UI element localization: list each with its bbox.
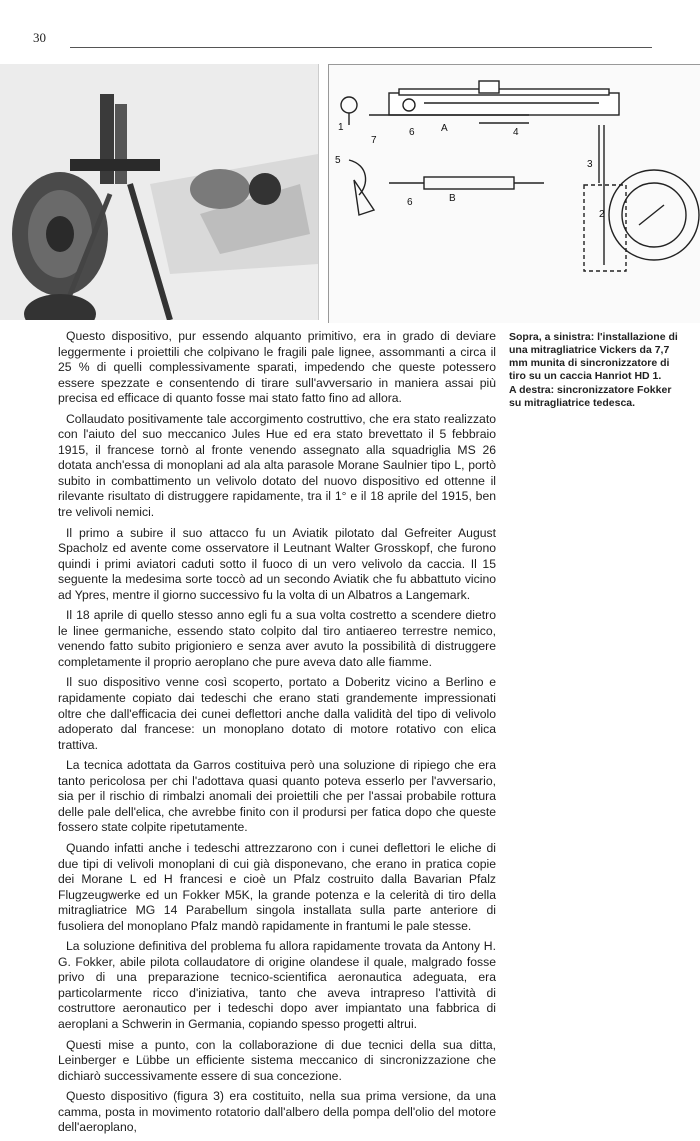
diagram-label: 3: [587, 159, 593, 170]
diagram-label: 4: [513, 127, 519, 138]
paragraph: Quando infatti anche i tedeschi attrezzarono con i cunei deflettori le eliche di due tipi di velivoli monoplani di cui già disponevano, che erano in pratica copie dei Morane L ed H francesi e cioè un Pfalz costruito dalla Bavarian Pfalz Flugzeugwerke ed un Fokker M5K, la grande potenza e la celerità di tiro della mitragliatrice MG 14 Parabellum singola installata sulla parte anteriore di fusoliera del monoplano Pfalz mandò rapidamente in frantumi le pale stesse.: [58, 840, 496, 933]
paragraph: Il primo a subire il suo attacco fu un Aviatik pilotato dal Gefreiter August Spacholz ed avente come osservatore il Leutnant Walter Grosskopf, che furono quindi i primi aviatori caduti sotto il fuoco di un vero velivolo da caccia. Il 15 seguente la medesima sorte toccò ad un secondo Aviatik che fu abbattuto vicino ad Ypres, mentre il giorno successivo fu la volta di un Albatros a Langemark.: [58, 525, 496, 602]
paragraph: Questi mise a punto, con la collaborazione di due tecnici della sua ditta, Leinberger e Lübbe un efficiente sistema meccanico di sincronizzazione che dichiarò successivamente essere di sua concezione.: [58, 1037, 496, 1083]
diagram-label: 6: [409, 127, 415, 138]
paragraph: Il 18 aprile di quello stesso anno egli fu a sua volta costretto a scendere dietro le linee germaniche, essendo stato colpito dal tiro antiaereo terrestre nemico, venendo fatto subito prigioniero e senza aver avuto la possibilità di distruggere completamente il proprio aeroplano che pure aveva dato alle fiamme.: [58, 608, 496, 669]
aircraft-engine-photo-icon: [0, 64, 318, 320]
aircraft-engine-photo: [0, 64, 319, 320]
diagram-label: 2: [599, 209, 605, 220]
article-body: [58, 329, 496, 1141]
paragraph: Questo dispositivo, pur essendo alquanto primitivo, era in grado di deviare leggermente i proiettili che colpivano le fragili pale lignee, assommanti a circa il 25 % di quelli complessivamente sparati, impedendo che queste potessero essere spezzate e consentendo di tirare sull'avversario in maniera assai più precisa ed efficace di quanto fosse mai stato fatto fino ad allora.: [58, 329, 496, 406]
paragraph: Questo dispositivo (figura 3) era costituito, nella sua prima versione, da una camma, posta in movimento rotatorio dall'albero della pompa dell'olio del motore dell'aeroplano,: [58, 1089, 496, 1135]
diagram-label: A: [441, 123, 448, 134]
caption-left: Sopra, a sinistra: l'installazione di una mitragliatrice Vickers da 7,7 mm munita di sincronizzatore di tiro su un caccia Hanriot HD 1.: [509, 331, 678, 382]
header-rule: [70, 47, 652, 48]
diagram-label: 7: [371, 135, 377, 146]
paragraph: La tecnica adottata da Garros costituiva però una soluzione di ripiego che era tanto pericolosa per chi l'adottava quasi quanto poteva esserlo per l'avversario, sia per il rischio di rimbalzi anomali dei proiettili che per l'assai probabile rottura delle pale dell'elica, che avrebbe finito con il prodursi per fatica dopo che queste fossero state colpite ripetutamente.: [58, 758, 496, 835]
caption-right: A destra: sincronizzatore Fokker su mitragliatrice tedesca.: [509, 384, 672, 409]
synchronizer-diagram: [328, 64, 700, 323]
synchronizer-diagram-icon: [329, 65, 700, 323]
paragraph: La soluzione definitiva del problema fu allora rapidamente trovata da Antony H. G. Fokker, abile pilota collaudatore di origine olandese il quale, malgrado fosse privo di una preparazione tecnico-scientifica aeronautica adeguata, era particolarmente ricco d'iniziativa, tanto che aveva intrapreso l'attività di costruttore aeronautico per i tedeschi dopo aver impiantato una fabbrica di aeroplani a Schwerin in Germania, copiando spesso progetti altrui.: [58, 939, 496, 1031]
diagram-label: 1: [338, 122, 344, 133]
page-number: 30: [33, 30, 46, 45]
paragraph: Collaudato positivamente tale accorgimento costruttivo, che era stato realizzato con l'aiuto del suo meccanico Jules Hue ed era stato brevettato il 5 febbraio 1915, il francese tornò al fronte venendo assegnato alla squadriglia MS 26 dotata anch'essa di monoplani ad ala alta parasole Morane Saulnier tipo L, portò subito in combattimento un velivolo dotato del nuovo dispositivo ed ottenne il rilevante risultato di distruggere rapidamente, tra il 1° e il 18 aprile del 1915, ben tre velivoli nemici.: [58, 411, 496, 520]
diagram-label: B: [449, 193, 456, 204]
diagram-label: 5: [335, 155, 341, 166]
paragraph: Il suo dispositivo venne così scoperto, portato a Doberitz vicino a Berlino e rapidamente copiato dai tedeschi che erano stati grandemente impressionati oltre che dall'efficacia dei cunei deflettori anche dalla validità del tipo di velivolo adoperato dal francese: un monoplano dotato di motore rotativo con elica trattiva.: [58, 675, 496, 752]
figure-caption: [509, 331, 681, 411]
diagram-label: 6: [407, 197, 413, 208]
